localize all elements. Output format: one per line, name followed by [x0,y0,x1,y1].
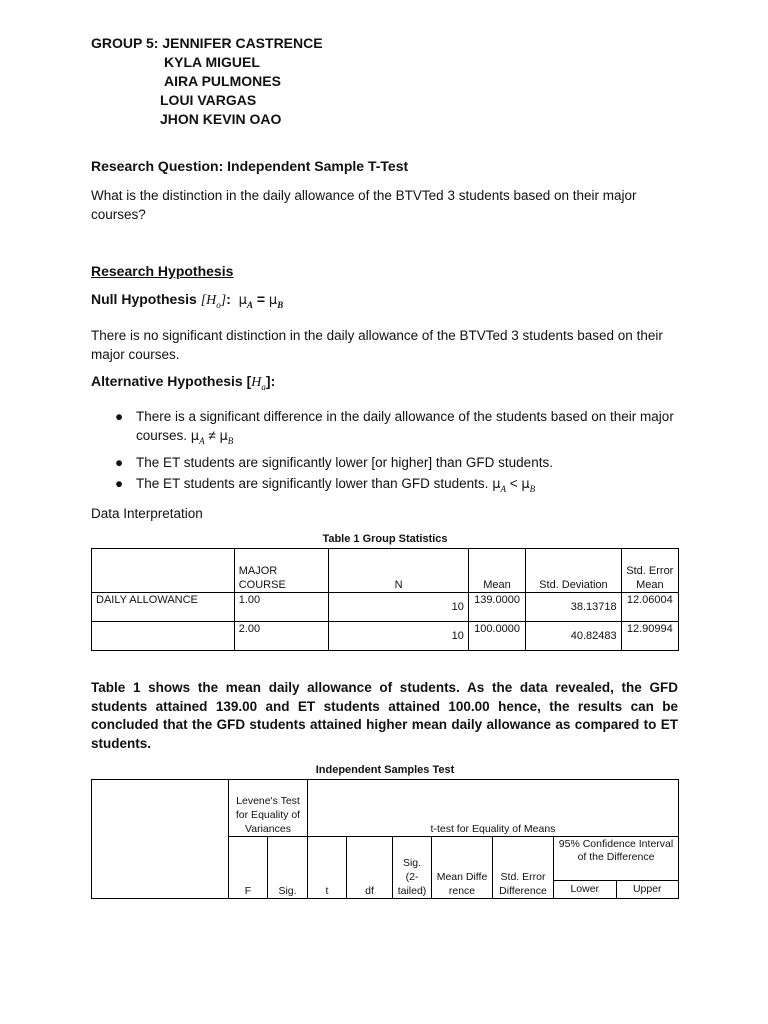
ci-cell [554,837,679,899]
column-header: Lower [554,881,617,898]
table-header-empty [92,549,235,593]
column-header: Sig. [268,837,308,899]
ttest-header: t-test for Equality of Means [308,780,679,837]
cell-course: 1.00 [234,593,328,622]
member-name: AIRA PULMONES [164,73,281,89]
hypothesis-heading: Research Hypothesis [91,263,234,279]
cell-course: 2.00 [234,622,328,651]
column-header: Mean Difference [432,837,493,899]
column-header: Sig. (2-tailed) [393,837,432,899]
cell-sd: 38.13718 [526,593,621,622]
table-row [92,593,679,622]
cell-n: 10 [329,622,469,651]
cell-sem: 12.90994 [621,622,678,651]
table-header: Std. Deviation [526,549,621,593]
table-header: Std. Error Mean [621,549,678,593]
list-item: ● The ET students are significantly lower [or higher] than GFD students. [115,455,553,470]
column-header: Std. Error Difference [493,837,554,899]
member-name: JHON KEVIN OAO [160,111,282,127]
research-question-text: What is the distinction in the daily allowance of the BTVTed 3 students based on their major courses? [91,188,637,222]
member-name: LOUI VARGAS [160,92,257,108]
member-name: KYLA MIGUEL [164,54,260,70]
row-label: DAILY ALLOWANCE [92,593,235,622]
table-header: N [329,549,469,593]
table-header: Mean [468,549,525,593]
cell-mean: 139.0000 [468,593,525,622]
null-hypothesis-label: Null Hypothesis $[H_o]$: $\mu_A = \mu_B$ [91,291,284,310]
data-interpretation-heading: Data Interpretation [91,506,203,521]
list-item: ● The ET students are significantly lower than GFD students. $\mu_A < \mu_B$ [115,476,536,494]
table2-caption: Independent Samples Test [315,764,455,776]
table-row [92,622,679,651]
column-header: F [229,837,268,899]
alternative-hypothesis-list [91,407,681,501]
table-header: MAJOR COURSE [234,549,328,593]
cell-mean: 100.0000 [468,622,525,651]
ci-header: 95% Confidence Interval of the Difference [554,837,678,881]
table1-caption: Table 1 Group Statistics [322,533,448,545]
research-question-heading: Research Question: Independent Sample T-Test [91,158,409,174]
summary-paragraph: Table 1 shows the mean daily allowance of students. As the data revealed, the GFD students attained 139.00 and ET students attained 100.00 hence, the results can be concluded that the GFD students attained higher mean daily allowance as compared to ET students. [91,680,678,751]
table-header-empty [92,780,229,899]
levene-header: Levene's Test for Equality of Variances [229,780,308,837]
column-header: df [347,837,393,899]
independent-samples-table [91,779,679,899]
row-label-empty [92,622,235,651]
cell-n: 10 [329,593,469,622]
list-item: ● There is a significant difference in the daily allowance of the students based on their major courses. $\mu_A \ne \mu_B$ [115,409,674,446]
group-label: GROUP 5: JENNIFER CASTRENCE [91,35,323,51]
column-header: Upper [632,883,662,895]
null-hypothesis-text: There is no significant distinction in the daily allowance of the BTVTed 3 students based on their major courses. [91,328,663,362]
column-header: t [308,837,347,899]
group-statistics-table [91,548,679,651]
cell-sd: 40.82483 [526,622,621,651]
cell-sem: 12.06004 [621,593,678,622]
member-name: JENNIFER CASTRENCE [162,35,323,51]
alternative-hypothesis-label: Alternative Hypothesis $[H_a]$: [91,373,276,392]
